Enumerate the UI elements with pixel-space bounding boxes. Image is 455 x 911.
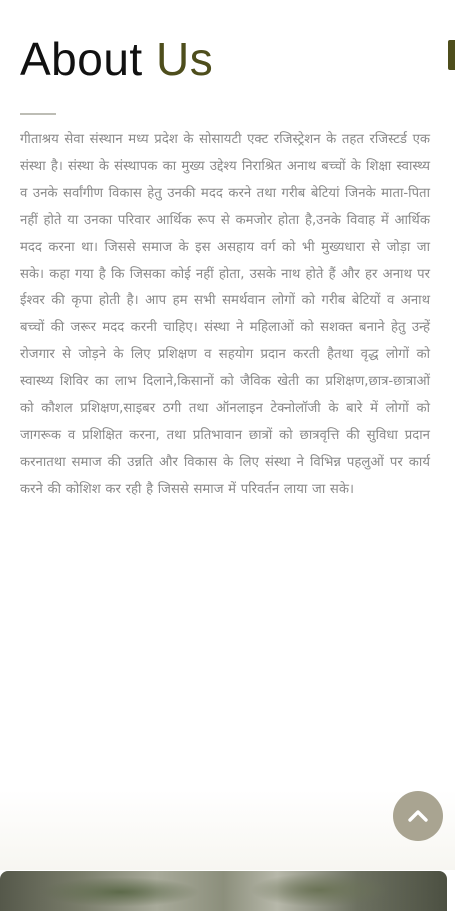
title-divider	[20, 113, 56, 115]
scroll-to-top-button[interactable]	[393, 791, 443, 841]
section-fade	[0, 790, 455, 870]
chevron-up-icon	[407, 809, 429, 823]
footer-photo	[0, 871, 447, 911]
page-title-accent: Us	[156, 33, 214, 85]
page-title	[20, 30, 213, 88]
edge-marker	[448, 40, 455, 70]
about-paragraph: गीताश्रय सेवा संस्थान मध्य प्रदेश के सोसायटी एक्ट रजिस्ट्रेशन के तहत रजिस्टर्ड एक संस्था है। संस्था के संस्थापक का मुख्य उद्देश्य निराश्रित अनाथ बच्चों के शिक्षा स्वास्थ्य व उनके सर्वांगीण विकास हेतु उनकी मदद करने तथा गरीब बेटियां जिनके माता-पिता नहीं होते या उनका परिवार आर्थिक रूप से कमजोर होता है,उनके विवाह में आर्थिक मदद करना था। जिससे समाज के इस असहाय वर्ग को भी मुख्यधारा से जोड़ा जा सके। कहा गया है कि जिसका कोई नहीं होता, उसके नाथ होते हैं और हर अनाथ पर ईश्वर की कृपा होती है। आप हम सभी समर्थवान लोगों को गरीब बेटियों व अनाथ बच्चों की जरूर मदद करनी चाहिए। संस्था ने महिलाओं को सशक्त बनाने हेतु उन्हें रोजगार से जोड़ने के लिए प्रशिक्षण व सहयोग प्रदान करती हैतथा वृद्ध लोगों को स्वास्थ्य शिविर का लाभ दिलाने,किसानों को जैविक खेती का प्रशिक्षण,छात्र-छात्राओं को कौशल प्रशिक्षण,साइबर ठगी तथा ऑनलाइन टेक्नोलॉजी के बारे में लोगों को जागरूक व प्रशिक्षित करना, तथा प्रतिभावान छात्रों को छात्रवृत्ति की सुविधा प्रदान करनातथा समाज की उन्नति और विकास के लिए संस्था ने विभिन्न पहलुओं पर कार्य करने की कोशिश कर रही है जिससे समाज में परिवर्तन लाया जा सके।	[20, 132, 430, 497]
photo-foliage	[250, 873, 390, 907]
photo-foliage	[40, 877, 200, 907]
page-title-main: About	[20, 33, 156, 85]
